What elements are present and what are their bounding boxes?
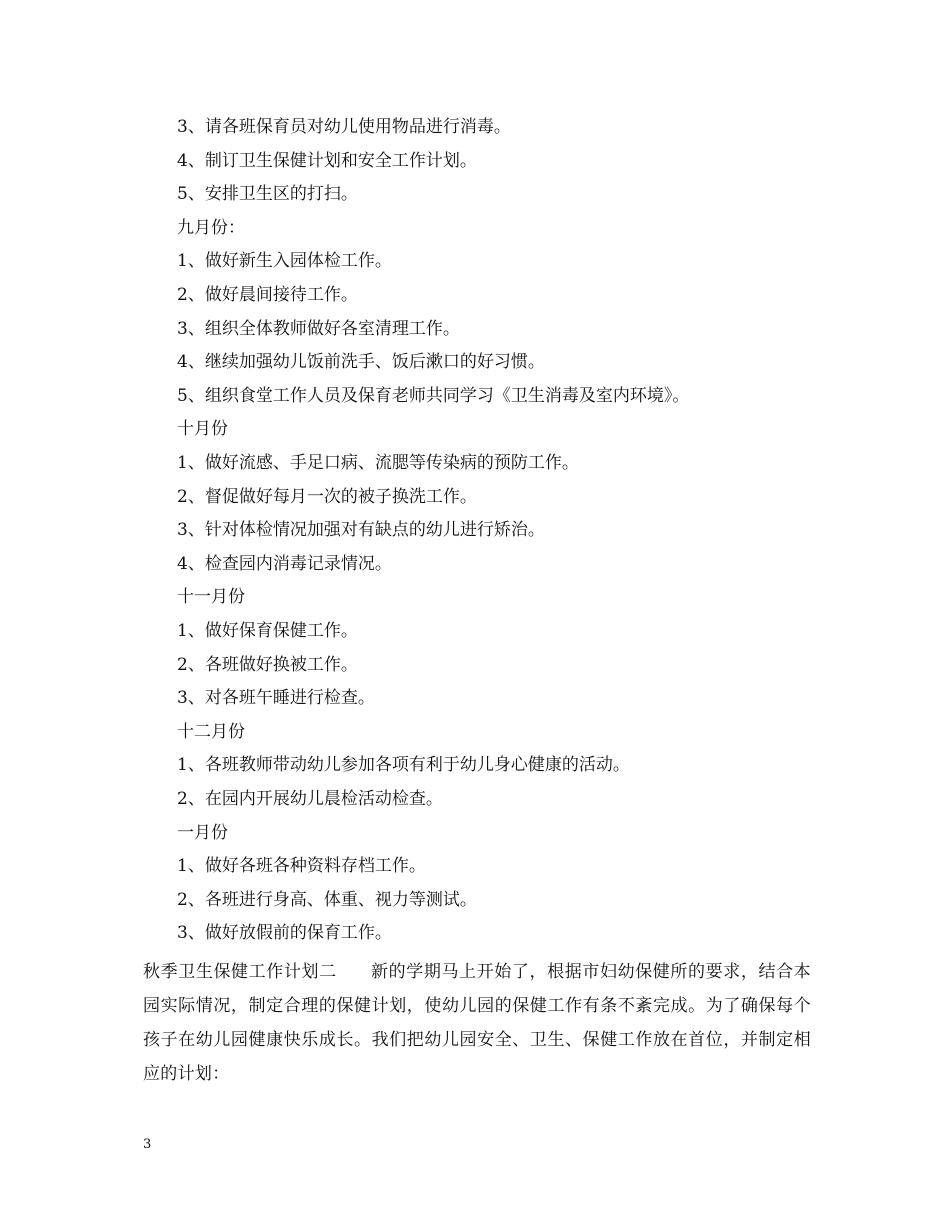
list-item: 2、各班做好换被工作。 (177, 654, 358, 675)
list-item: 4、检查园内消毒记录情况。 (177, 553, 392, 574)
plan-title: 秋季卫生保健工作计划二 (143, 962, 337, 982)
list-item: 3、做好放假前的保育工作。 (177, 923, 392, 944)
month-heading: 十月份 (177, 419, 228, 440)
list-item: 1、做好保育保健工作。 (177, 621, 358, 641)
month-heading: 十一月份 (177, 587, 245, 608)
list-item: 1、做好各班各种资料存档工作。 (177, 856, 426, 877)
list-item: 2、在园内开展幼儿晨检活动检查。 (177, 789, 443, 809)
list-item: 3、请各班保育员对幼儿使用物品进行消毒。 (177, 117, 511, 137)
month-heading: 十二月份 (177, 721, 245, 742)
month-heading: 九月份： (177, 217, 245, 238)
list-item: 1、各班教师带动幼儿参加各项有利于幼儿身心健康的活动。 (177, 755, 630, 776)
list-item: 5、组织食堂工作人员及保育老师共同学习《卫生消毒及室内环境》。 (177, 385, 690, 406)
list-item: 3、组织全体教师做好各室清理工作。 (177, 318, 460, 339)
plan-body: 新的学期马上开始了，根据市妇幼保健所的要求，结合本园实际情况，制定合理的保健计划，使幼儿园的保健工作有条不紊完成。为了确保每个孩子在幼儿园健康快乐成长。我们把幼儿园安全、卫生、保健工作放在首位，并制定相应的计划： (143, 962, 811, 1084)
list-item: 4、制订卫生保健计划和安全工作计划。 (177, 150, 477, 171)
list-item: 3、对各班午睡进行检查。 (177, 688, 375, 709)
list-item: 3、针对体检情况加强对有缺点的幼儿进行矫治。 (177, 520, 545, 541)
plan-paragraph (143, 955, 811, 1091)
list-item: 1、做好新生入园体检工作。 (177, 251, 392, 272)
list-item: 2、督促做好每月一次的被子换洗工作。 (177, 486, 477, 507)
list-item: 1、做好流感、手足口病、流腮等传染病的预防工作。 (177, 453, 579, 473)
list-item: 2、做好晨间接待工作。 (177, 285, 358, 305)
list-item: 5、安排卫生区的打扫。 (177, 184, 358, 205)
page-number: 3 (143, 1137, 152, 1152)
list-item: 2、各班进行身高、体重、视力等测试。 (177, 889, 477, 910)
month-heading: 一月份 (177, 822, 228, 843)
list-item: 4、继续加强幼儿饭前洗手、饭后漱口的好习惯。 (177, 352, 545, 373)
